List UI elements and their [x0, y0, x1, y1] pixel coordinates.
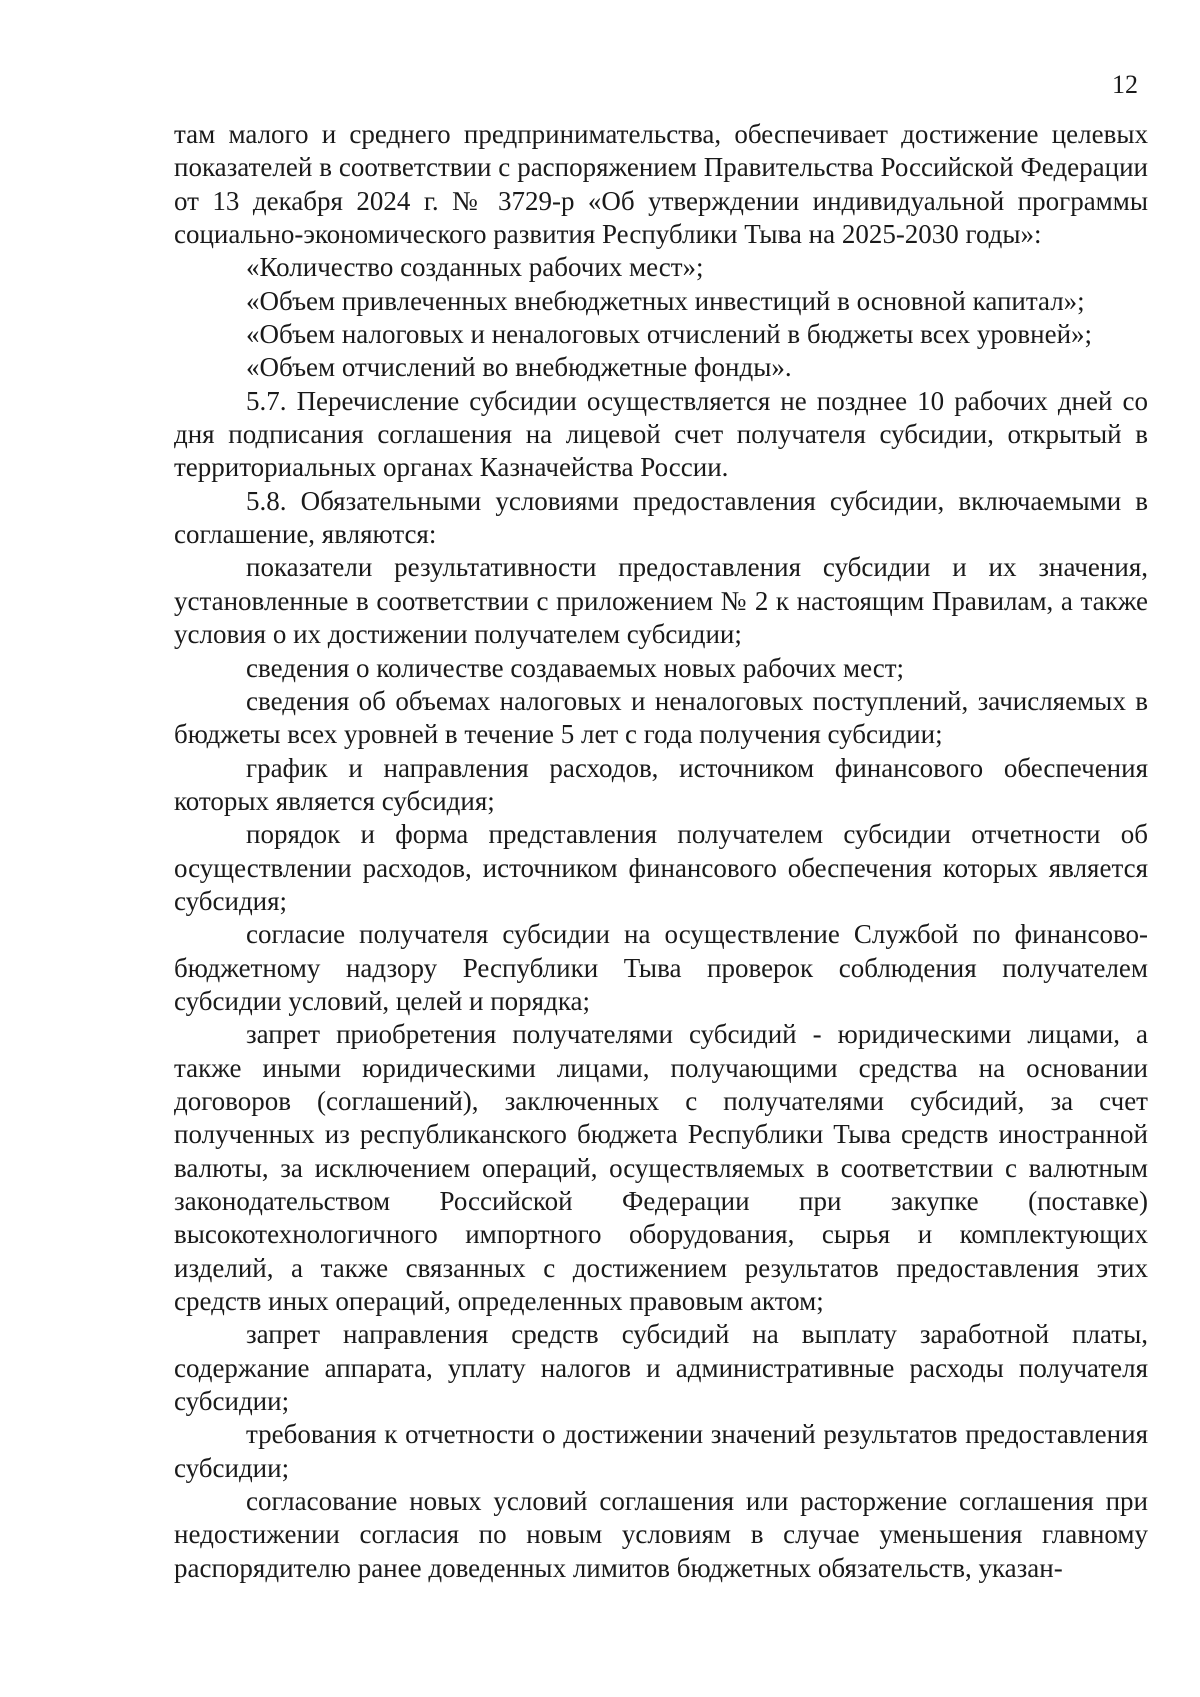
paragraph: требования к отчетности о достижении значений результатов предоставления субсидии; — [174, 1419, 1148, 1483]
paragraph: показатели результативности предоставления субсидии и их значения, установленные в соответствии с приложением № 2 к настоящим Правилам, а также условия о их достижении получателем субсидии; — [174, 552, 1148, 650]
paragraph: 5.7. Перечисление субсидии осуществляется не позднее 10 рабочих дней со дня подписания соглашения на лицевой счет получателя субсидии, открытый в территориальных органах Казначейства России. — [174, 385, 1148, 483]
paragraph: согласие получателя субсидии на осуществление Службой по финансово-бюджетному надзору Республики Тыва проверок соблюдения получателем субсидии условий, целей и порядка; — [174, 919, 1148, 1016]
document-body — [174, 118, 1148, 1585]
paragraph: «Количество созданных рабочих мест»; — [246, 252, 704, 283]
paragraph: график и направления расходов, источником финансового обеспечения которых является субсидия; — [174, 752, 1148, 816]
paragraph: сведения о количестве создаваемых новых рабочих мест; — [246, 652, 905, 683]
page-number: 12 — [1112, 70, 1138, 99]
paragraph: согласование новых условий соглашения или расторжение соглашения при недостижении согласия по новым условиям в случае уменьшения главному распорядителю ранее доведенных лимитов бюджетных обязательств, указан- — [174, 1486, 1148, 1583]
paragraph: порядок и форма представления получателем субсидии отчетности об осуществлении расходов, источником финансового обеспечения которых является субсидия; — [174, 819, 1148, 916]
paragraph: сведения об объемах налоговых и неналоговых поступлений, зачисляемых в бюджеты всех уровней в течение 5 лет с года получения субсидии; — [174, 685, 1148, 750]
paragraph: «Объем отчислений во внебюджетные фонды». — [246, 352, 792, 383]
paragraph: запрет приобретения получателями субсидий - юридическими лицами, а также иными юридическими лицами, получающими средства на основании договоров (соглашений), заключенных с получателями субсидий, за счет полученных из республиканского бюджета Республики Тыва средств иностранной валюты, за исключением операций, осуществляемых в соответствии с валютным законодательством Российской Федерации при закупке (поставке) высокотехнологичного импортного оборудования, сырья и комплектующих изделий, а также связанных с достижением результатов предоставления этих средств иных операций, определенных правовым актом; — [174, 1019, 1148, 1317]
paragraph: «Объем налоговых и неналоговых отчислений в бюджеты всех уровней»; — [246, 319, 1093, 350]
paragraph: 5.8. Обязательными условиями предоставления субсидии, включаемыми в соглашение, являются: — [174, 485, 1148, 550]
paragraph: там малого и среднего предпринимательства, обеспечивает достижение целевых показателей в соответствии с распоряжением Правительства Российской Федерации от 13 декабря 2024 г. № 3729-р «Об утверждении индивидуальной программы социально-экономического развития Республики Тыва на 2025-2030 годы»: — [174, 119, 1148, 250]
paragraph: «Объем привлеченных внебюджетных инвестиций в основной капитал»; — [246, 285, 1085, 316]
paragraph: запрет направления средств субсидий на выплату заработной платы, содержание аппарата, уплату налогов и административные расходы получателя субсидии; — [174, 1319, 1148, 1417]
